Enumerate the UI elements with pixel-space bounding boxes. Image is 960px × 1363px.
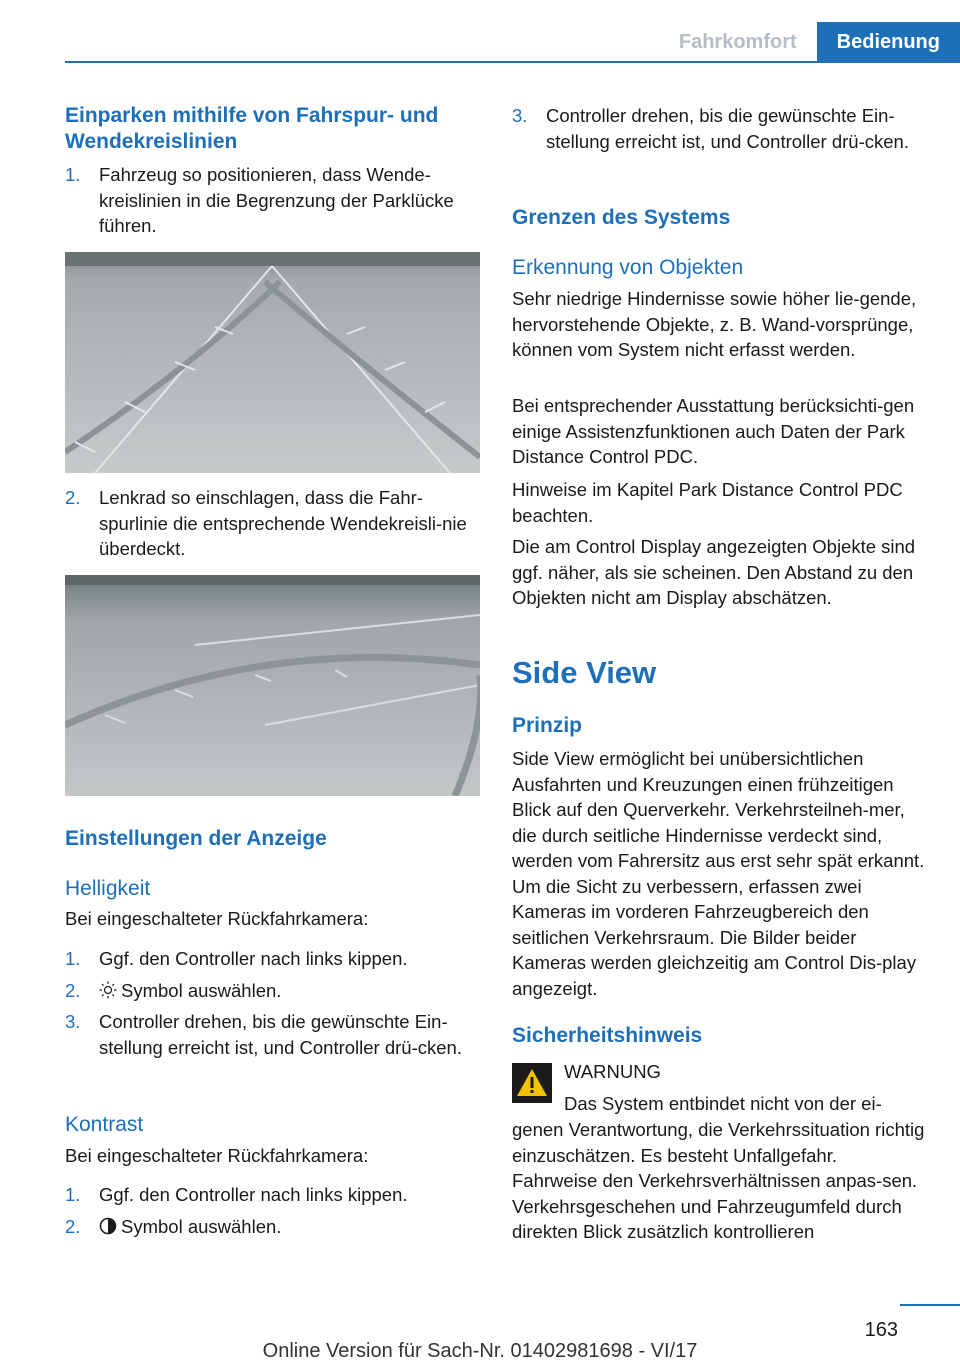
list-text: Controller drehen, bis die gewünschte Ein-stellung erreicht ist, und Controller drü-cken.	[99, 1011, 462, 1058]
camera-image-graphic	[65, 575, 480, 796]
list-item	[512, 103, 927, 154]
list-text: Ggf. den Controller nach links kippen.	[99, 1184, 408, 1205]
contrast-icon	[99, 1214, 121, 1240]
list-item	[65, 946, 485, 972]
camera-image-graphic	[65, 252, 480, 473]
paragraph-abstand: Die am Control Display angezeigten Objekte sind ggf. näher, als sie scheinen. Den Abstand zu den Objekten nicht am Display abschätzen.	[512, 536, 916, 608]
chapter-tabs	[659, 22, 960, 62]
paragraph-helligkeit: Bei eingeschalteter Rückfahrkamera:	[65, 908, 369, 929]
list-item	[65, 1009, 485, 1060]
footer-rule	[900, 1304, 960, 1306]
heading-helligkeit: Helligkeit	[65, 877, 151, 900]
list-text: Lenkrad so einschlagen, dass die Fahr-spurlinie die entsprechende Wendekreisli-nie überdeckt.	[99, 487, 467, 559]
steps-einparken-1	[65, 162, 485, 245]
footer-online-version: Online Version für Sach-Nr. 01402981698 - VI/17	[262, 1340, 698, 1362]
list-number: 1.	[65, 164, 81, 185]
list-item	[65, 1214, 485, 1240]
steps-einparken-2	[65, 485, 485, 568]
list-number: 2.	[65, 487, 81, 508]
camera-image-turning-lines	[65, 252, 480, 473]
heading-grenzen: Grenzen des Systems	[512, 206, 731, 229]
heading-einparken: Einparken mithilfe von Fahrspur- und Wendekreislinien	[65, 104, 439, 153]
warning-text-first-line: Das System entbindet nicht von der ei-	[564, 1093, 882, 1114]
heading-erkennung: Erkennung von Objekten	[512, 256, 744, 279]
paragraph-hinweise: Hinweise im Kapitel Park Distance Control PDC beachten.	[512, 479, 903, 526]
paragraph-hindernisse: Sehr niedrige Hindernisse sowie höher lie-gende, hervorstehende Objekte, z. B. Wand-vorsprünge, können vom System nicht erfasst werden.	[512, 288, 917, 360]
list-text: Fahrzeug so positionieren, dass Wende-kreislinien in die Begrenzung der Parklücke führen.	[99, 164, 454, 236]
brightness-icon	[99, 978, 121, 1004]
list-item	[65, 1182, 485, 1208]
heading-einstellungen: Einstellungen der Anzeige	[65, 827, 327, 850]
warning-title: WARNUNG	[564, 1061, 661, 1082]
list-number: 3.	[65, 1011, 81, 1032]
heading-kontrast: Kontrast	[65, 1113, 144, 1136]
list-text: Symbol auswählen.	[121, 1215, 282, 1237]
steps-right-continued	[512, 103, 927, 160]
heading-prinzip: Prinzip	[512, 714, 583, 737]
paragraph-prinzip: Side View ermöglicht bei unübersichtlichen Ausfahrten und Kreuzungen einen frühzeitigen Blick auf den Querverkehr. Verkehrsteilneh-mer, die durch seitliche Hindernisse verdeckt sind, werden vom Fahrersitz aus erst sehr spät erkannt. Um die Sicht zu verbessern, erfassen zwei Kameras im vorderen Fahrzeugbereich den seitlichen Verkehrsraum. Die Bilder beider Kameras werden gleichzeitig am Control Dis-play angezeigt.	[512, 748, 925, 999]
tab-bedienung[interactable]: Bedienung	[817, 22, 960, 62]
list-number: 1.	[65, 948, 81, 969]
list-item	[65, 162, 485, 239]
list-item	[65, 978, 485, 1004]
list-number: 3.	[512, 105, 528, 126]
heading-side-view: Side View	[512, 655, 657, 690]
list-text: Symbol auswählen.	[121, 979, 282, 1001]
page-number: 163	[864, 1319, 898, 1341]
camera-image-lane-lines	[65, 575, 480, 796]
list-number: 1.	[65, 1184, 81, 1205]
paragraph-assistenz: Bei entsprechender Ausstattung berücksichti-gen einige Assistenzfunktionen auch Daten der Park Distance Control PDC.	[512, 395, 915, 467]
list-number: 2.	[65, 1215, 81, 1237]
tab-fahrkomfort[interactable]: Fahrkomfort	[659, 22, 817, 62]
list-text: Ggf. den Controller nach links kippen.	[99, 948, 408, 969]
header-rule	[65, 61, 960, 63]
heading-sicherheit: Sicherheitshinweis	[512, 1024, 703, 1047]
list-text: Controller drehen, bis die gewünschte Ein-stellung erreicht ist, und Controller drü-cken.	[546, 105, 909, 152]
steps-kontrast	[65, 1182, 485, 1245]
steps-helligkeit	[65, 946, 485, 1066]
paragraph-kontrast: Bei eingeschalteter Rückfahrkamera:	[65, 1145, 369, 1166]
list-number: 2.	[65, 979, 81, 1001]
list-item	[65, 485, 485, 562]
warning-icon	[512, 1063, 552, 1103]
warning-text: genen Verantwortung, die Verkehrssituation richtig einzuschätzen. Es besteht Unfallgefahr. Fahrweise den Verkehrsverhältnissen anpas-sen. Verkehrsgeschehen und Fahrzeugumfeld durch direkten Blick zusätzlich kontrollieren	[512, 1119, 925, 1242]
